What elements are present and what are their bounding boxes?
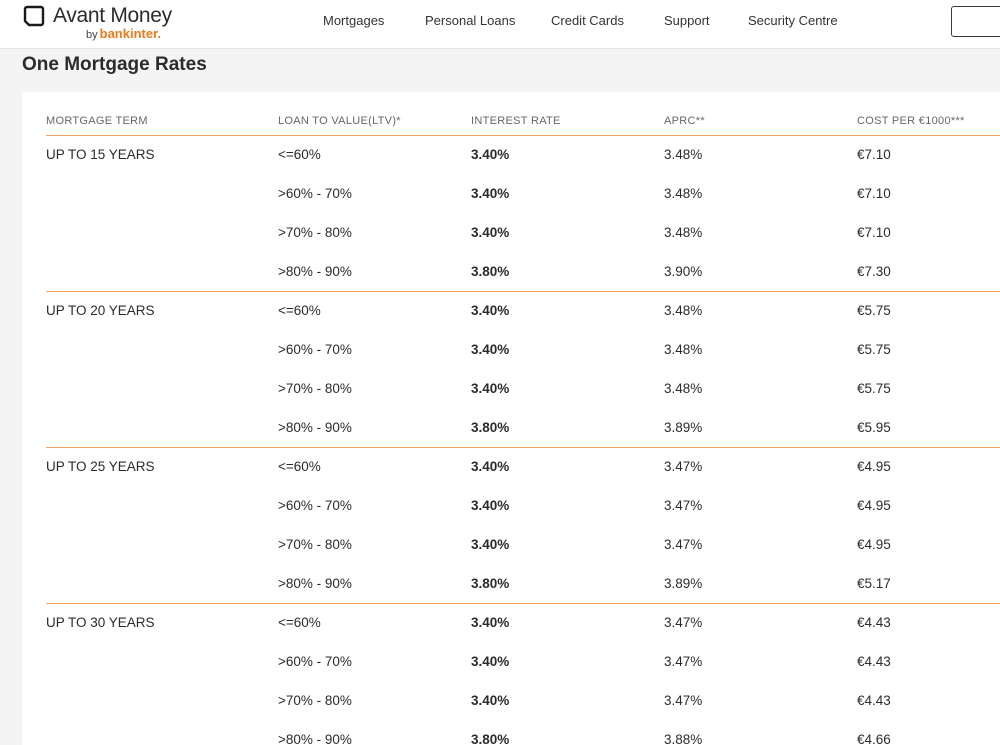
cost-per-1000-cell: €5.75 <box>857 381 891 396</box>
aprc-cell: 3.89% <box>664 420 703 435</box>
aprc-cell: 3.88% <box>664 732 703 745</box>
column-header-cost: COST PER €1000*** <box>857 115 965 127</box>
group-divider <box>46 291 1000 292</box>
ltv-cell: >80% - 90% <box>278 732 352 745</box>
cost-per-1000-cell: €4.95 <box>857 537 891 552</box>
rates-table <box>22 92 1000 745</box>
column-header-interest-rate: INTEREST RATE <box>471 115 561 127</box>
interest-rate-cell: 3.40% <box>471 654 510 669</box>
ltv-cell: <=60% <box>278 459 321 474</box>
column-header-aprc: APRC** <box>664 115 705 127</box>
aprc-cell: 3.47% <box>664 615 703 630</box>
cost-per-1000-cell: €4.43 <box>857 654 891 669</box>
ltv-cell: >70% - 80% <box>278 225 352 240</box>
ltv-cell: >80% - 90% <box>278 264 352 279</box>
cost-per-1000-cell: €7.30 <box>857 264 891 279</box>
interest-rate-cell: 3.40% <box>471 225 510 240</box>
ltv-cell: >70% - 80% <box>278 537 352 552</box>
aprc-cell: 3.47% <box>664 498 703 513</box>
nav-item-mortgages[interactable]: Mortgages <box>323 13 385 28</box>
mortgage-term-label: UP TO 30 YEARS <box>46 615 155 630</box>
site-header <box>0 0 1000 49</box>
cost-per-1000-cell: €7.10 <box>857 186 891 201</box>
aprc-cell: 3.47% <box>664 537 703 552</box>
brand-logo[interactable] <box>23 4 193 46</box>
interest-rate-cell: 3.40% <box>471 342 510 357</box>
mortgage-term-label: UP TO 20 YEARS <box>46 303 155 318</box>
ltv-cell: >60% - 70% <box>278 498 352 513</box>
interest-rate-cell: 3.40% <box>471 459 510 474</box>
cost-per-1000-cell: €5.75 <box>857 303 891 318</box>
ltv-cell: >70% - 80% <box>278 693 352 708</box>
ltv-cell: >80% - 90% <box>278 420 352 435</box>
header-action-button[interactable] <box>951 6 1000 37</box>
group-divider <box>46 135 1000 136</box>
aprc-cell: 3.48% <box>664 225 703 240</box>
cost-per-1000-cell: €4.95 <box>857 498 891 513</box>
ltv-cell: >60% - 70% <box>278 342 352 357</box>
ltv-cell: <=60% <box>278 147 321 162</box>
interest-rate-cell: 3.80% <box>471 576 510 591</box>
interest-rate-cell: 3.40% <box>471 303 510 318</box>
column-header-ltv: LOAN TO VALUE(LTV)* <box>278 115 401 127</box>
ltv-cell: >70% - 80% <box>278 381 352 396</box>
aprc-cell: 3.47% <box>664 654 703 669</box>
aprc-cell: 3.90% <box>664 264 703 279</box>
aprc-cell: 3.48% <box>664 147 703 162</box>
aprc-cell: 3.48% <box>664 342 703 357</box>
brand-logo-icon <box>23 5 45 27</box>
cost-per-1000-cell: €4.43 <box>857 615 891 630</box>
nav-item-personal-loans[interactable]: Personal Loans <box>425 13 516 28</box>
aprc-cell: 3.48% <box>664 186 703 201</box>
interest-rate-cell: 3.80% <box>471 732 510 745</box>
interest-rate-cell: 3.40% <box>471 693 510 708</box>
cost-per-1000-cell: €4.43 <box>857 693 891 708</box>
ltv-cell: >60% - 70% <box>278 654 352 669</box>
brand-name: Avant Money <box>53 4 172 27</box>
interest-rate-cell: 3.40% <box>471 498 510 513</box>
group-divider <box>46 447 1000 448</box>
brand-partner <box>86 26 161 41</box>
cost-per-1000-cell: €4.66 <box>857 732 891 745</box>
aprc-cell: 3.47% <box>664 693 703 708</box>
brand-partner-name: bankinter. <box>99 26 162 41</box>
cost-per-1000-cell: €7.10 <box>857 225 891 240</box>
mortgage-term-label: UP TO 15 YEARS <box>46 147 155 162</box>
interest-rate-cell: 3.80% <box>471 264 510 279</box>
nav-item-support[interactable]: Support <box>664 13 710 28</box>
column-header-term: MORTGAGE TERM <box>46 115 148 127</box>
interest-rate-cell: 3.40% <box>471 537 510 552</box>
cost-per-1000-cell: €5.17 <box>857 576 891 591</box>
cost-per-1000-cell: €5.95 <box>857 420 891 435</box>
interest-rate-cell: 3.40% <box>471 186 510 201</box>
cost-per-1000-cell: €7.10 <box>857 147 891 162</box>
cost-per-1000-cell: €5.75 <box>857 342 891 357</box>
interest-rate-cell: 3.40% <box>471 381 510 396</box>
interest-rate-cell: 3.40% <box>471 147 510 162</box>
nav-item-security-centre[interactable]: Security Centre <box>748 13 838 28</box>
page-title: One Mortgage Rates <box>22 54 207 75</box>
aprc-cell: 3.47% <box>664 459 703 474</box>
ltv-cell: >60% - 70% <box>278 186 352 201</box>
brand-by: by <box>86 29 98 41</box>
nav-item-credit-cards[interactable]: Credit Cards <box>551 13 624 28</box>
group-divider <box>46 603 1000 604</box>
ltv-cell: <=60% <box>278 615 321 630</box>
cost-per-1000-cell: €4.95 <box>857 459 891 474</box>
interest-rate-cell: 3.80% <box>471 420 510 435</box>
ltv-cell: <=60% <box>278 303 321 318</box>
ltv-cell: >80% - 90% <box>278 576 352 591</box>
aprc-cell: 3.89% <box>664 576 703 591</box>
aprc-cell: 3.48% <box>664 303 703 318</box>
aprc-cell: 3.48% <box>664 381 703 396</box>
mortgage-term-label: UP TO 25 YEARS <box>46 459 155 474</box>
interest-rate-cell: 3.40% <box>471 615 510 630</box>
